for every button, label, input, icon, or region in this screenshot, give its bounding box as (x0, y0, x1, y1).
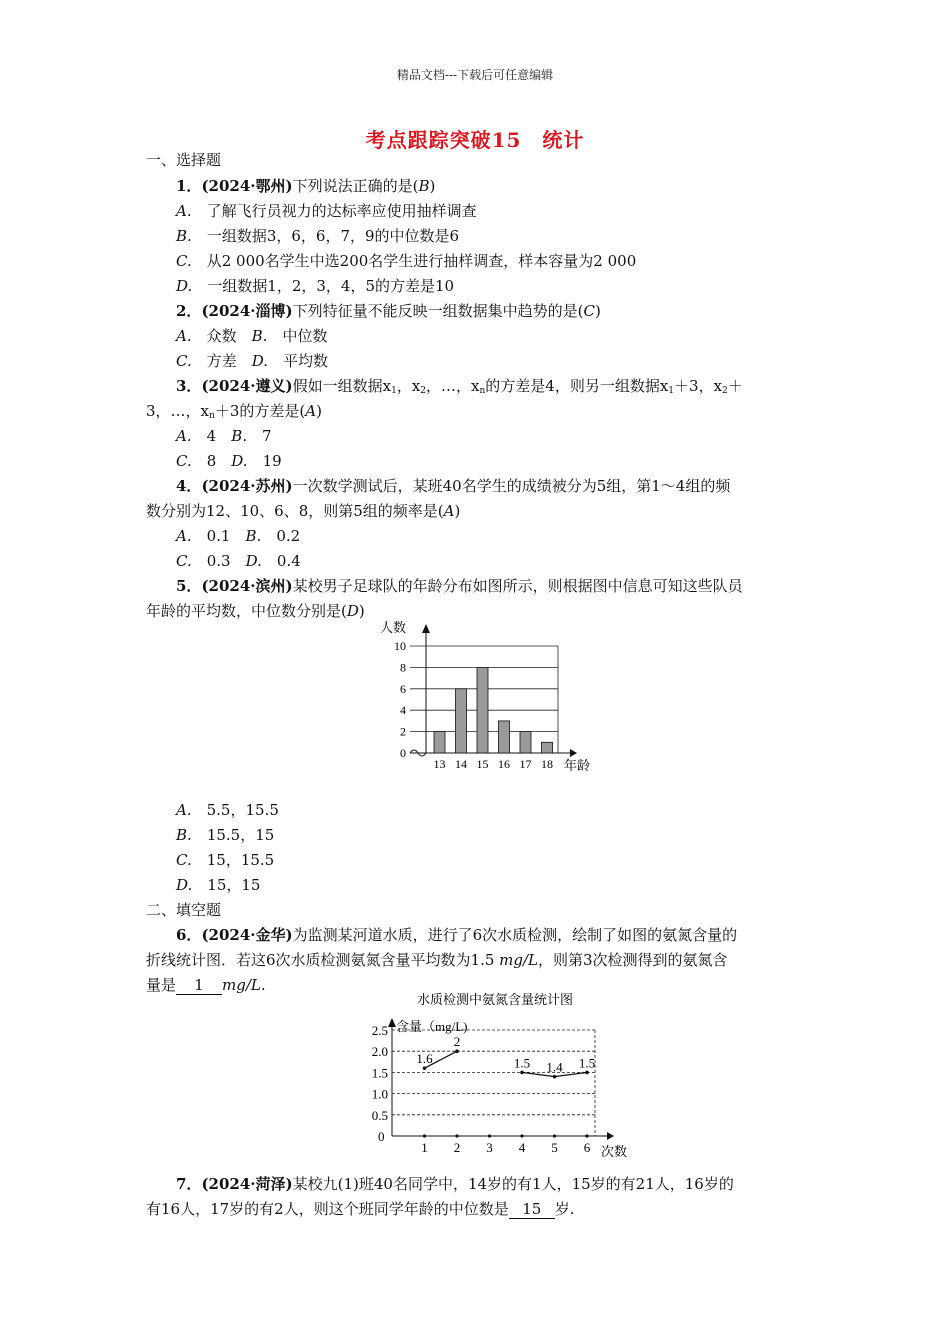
x-tick-label: 14 (455, 757, 467, 771)
question-7: 7．(2024·菏泽)某校九(1)班40名同学中，14岁的有1人，15岁的有21人，16岁的 (176, 1175, 734, 1193)
x-tick-dot (553, 1134, 556, 1137)
section-heading: 二、填空题 (146, 901, 222, 919)
question-1: 1．(2024·鄂州)下列说法正确的是(B) (176, 177, 436, 195)
y-axis-title: 人数 (380, 620, 407, 635)
y-tick-label: 2.5 (371, 1023, 388, 1038)
option-c: C. 从2 000名学生中选200名学生进行抽样调查，样本容量为2 000 (176, 252, 637, 270)
y-tick-label: 2 (400, 724, 406, 739)
data-point (455, 1049, 459, 1053)
answer: C (583, 302, 595, 320)
option-a: A. 了解飞行员视力的达标率应使用抽样调查 (176, 202, 477, 220)
y-tick-label: 1.5 (371, 1065, 388, 1081)
x-axis-title: 年龄 (564, 758, 591, 773)
bar (520, 732, 531, 753)
age-bar-chart (372, 618, 602, 778)
options-cd: C. 方差 D. 平均数 (176, 352, 329, 370)
option-d: D. 一组数据1，2，3，4，5的方差是10 (176, 277, 455, 295)
option-a: A. 5.5，15.5 (176, 801, 279, 819)
ammonia-line-chart (355, 990, 635, 1160)
x-tick-label: 1 (421, 1140, 428, 1155)
x-tick-label: 4 (518, 1140, 526, 1155)
origin-label: 0 (378, 1129, 385, 1144)
x-tick-dot (520, 1134, 523, 1137)
answer: A (305, 402, 317, 420)
x-tick-label: 16 (498, 757, 510, 771)
question-number: 1． (176, 177, 202, 195)
y-tick-label: 10 (394, 639, 406, 653)
x-tick-dot (455, 1134, 458, 1137)
data-label: 2 (453, 1034, 461, 1050)
question-6-cont: 量是 1 mg/L. (146, 976, 266, 994)
option-b: B. 一组数据3，6，6，7，9的中位数是6 (176, 227, 460, 245)
answer: A (443, 502, 455, 520)
y-tick-label: 4 (400, 703, 406, 718)
answer: D (346, 602, 359, 620)
question-5: 5．(2024·滨州)某校男子足球队的年龄分布如图所示，则根据图中信息可知这些队员 (176, 577, 743, 595)
data-point (585, 1071, 589, 1075)
bar (477, 667, 488, 753)
question-source: (2024·鄂州) (201, 177, 293, 195)
options-ab: A. 0.1 B. 0.2 (176, 527, 301, 545)
data-label: 1.5 (513, 1055, 531, 1071)
data-point (553, 1075, 557, 1079)
x-tick-label: 5 (551, 1140, 558, 1155)
page-header: 精品文档---下载后可任意编辑 (396, 68, 554, 82)
x-tick-label: 2 (453, 1140, 461, 1155)
y-tick-label: 8 (400, 660, 406, 675)
x-axis-title: 次数 (601, 1144, 628, 1159)
question-3: 3．(2024·遵义)假如一组数据$x_1$，$x_2$，…，$x_n$的方差是4，则另一组数据$x_1+3$，$x_2+$ (176, 377, 743, 396)
page-title: 考点跟踪突破15 统计 (365, 128, 585, 152)
question-4-cont: 数分别为12、10、6、8，则第5组的频率是(A) (146, 502, 461, 520)
chart-title: 水质检测中氨氮含量统计图 (416, 992, 574, 1007)
y-tick-label: 6 (400, 681, 406, 696)
bar (542, 742, 553, 753)
x-tick-label: 3 (486, 1140, 493, 1155)
option-c: C. 15，15.5 (176, 851, 275, 869)
answer: B (418, 177, 430, 195)
data-label: 1.6 (416, 1051, 433, 1067)
x-tick-label: 13 (433, 757, 446, 771)
option-b: B. 15.5，15 (176, 826, 275, 844)
question-6: 6．(2024·金华)为监测某河道水质，进行了6次水质检测，绘制了如图的氨氮含量的 (176, 926, 738, 944)
y-axis-arrow (388, 1018, 396, 1027)
data-label: 1.5 (578, 1055, 596, 1071)
x-tick-dot (585, 1134, 588, 1137)
y-axis-arrow (422, 624, 430, 633)
x-tick-label: 6 (583, 1140, 591, 1155)
answer-blank: 15 (509, 1200, 555, 1219)
option-d: D. 15，15 (176, 876, 261, 894)
x-tick-dot (488, 1134, 491, 1137)
question-5-cont: 年龄的平均数，中位数分别是(D) (146, 602, 365, 620)
question-6-cont: 折线统计图．若这6次水质检测氨氮含量平均数为1.5 mg/L，则第3次检测得到的氨氮含 (146, 951, 728, 969)
y-tick-label: 0.5 (371, 1107, 388, 1123)
y-tick-label: 2.0 (371, 1044, 388, 1060)
answer-blank: 1 (176, 976, 222, 995)
x-tick-label: 17 (519, 757, 532, 771)
question-2: 2．(2024·淄博)下列特征量不能反映一组数据集中趋势的是(C) (176, 302, 601, 320)
question-4: 4．(2024·苏州)一次数学测试后，某班40名学生的成绩被分为5组，第1～4组的频 (176, 477, 731, 495)
options-ab: A. 众数 B. 中位数 (176, 327, 328, 345)
x-axis-arrow (570, 749, 577, 757)
y-tick-label: 1.0 (371, 1086, 388, 1102)
x-tick-dot (423, 1134, 426, 1137)
options-cd: C. 8 D. 19 (176, 452, 282, 470)
question-stem: 下列说法正确的是( (292, 177, 419, 195)
question-7-cont: 有16人，17岁的有2人，则这个班同学年龄的中位数是 15 岁. (146, 1200, 575, 1218)
options-cd: C. 0.3 D. 0.4 (176, 552, 301, 570)
bar (499, 721, 510, 753)
data-point (423, 1066, 427, 1070)
bar (434, 732, 445, 753)
data-label: 1.4 (546, 1059, 563, 1075)
x-axis-arrow (607, 1132, 614, 1140)
y-tick-label: 0 (400, 746, 406, 760)
x-tick-label: 18 (541, 757, 553, 771)
data-point (520, 1071, 524, 1075)
y-axis-title: 含量（mg/L) (396, 1019, 468, 1034)
section-heading: 一、选择题 (146, 151, 222, 169)
x-tick-label: 15 (476, 757, 489, 771)
bar (456, 689, 467, 753)
question-3-cont: 3，…，$x_n+3$的方差是(A) (146, 402, 322, 421)
options-ab: A. 4 B. 7 (176, 427, 272, 445)
